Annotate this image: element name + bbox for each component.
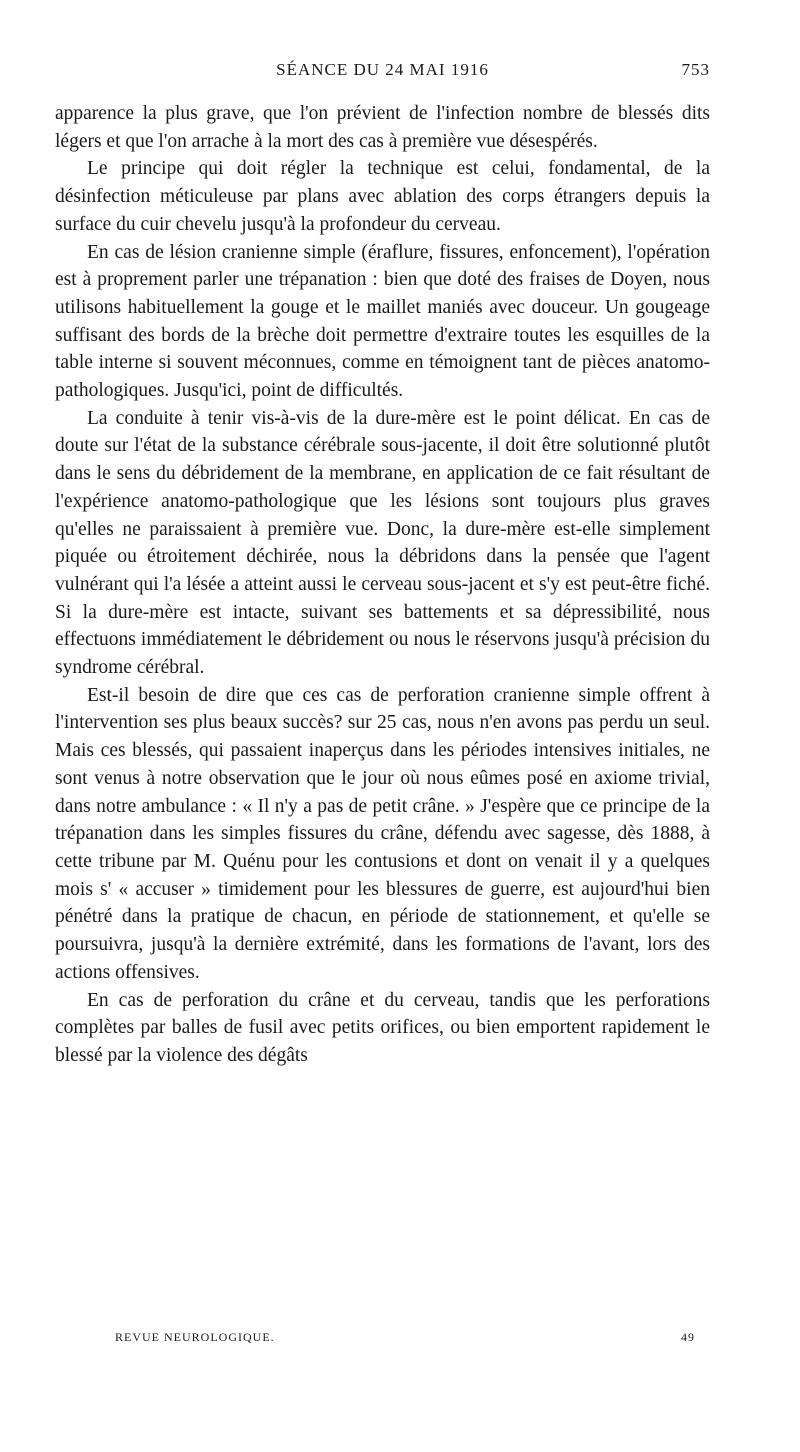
paragraph: La conduite à tenir vis-à-vis de la dure-mère est le point délicat. En cas de doute sur l'état de la substance cérébrale sous-jacente, il doit être solutionné plutôt dans le sens du débridement de la membrane, en application de ce fait résultant de l'expérience anatomo-pathologique que les lésions sont toujours plus graves qu'elles ne paraissaient à première vue. Donc, la dure-mère est-elle simplement piquée ou étroitement déchirée, nous la débridons dans la pensée que l'agent vulnérant qui l'a lésée a atteint aussi le cerveau sous-jacent et s'y est peut-être fiché. Si la dure-mère est intacte, suivant ses battements et sa dépressibilité, nous effectuons immédiatement le débridement ou nous le réservons jusqu'à précision du syndrome cérébral. xyxy=(55,407,710,679)
running-header xyxy=(55,60,710,90)
running-title: SÉANCE DU 24 MAI 1916 xyxy=(276,60,489,79)
paragraph: En cas de perforation du crâne et du cerveau, tandis que les perforations complètes par balles de fusil avec petits orifices, ou bien emportent rapidement le blessé par la violence des dégâts xyxy=(55,989,710,1066)
sheet-number: 49 xyxy=(681,1330,695,1344)
paragraph: Est-il besoin de dire que ces cas de perforation cranienne simple offrent à l'intervention ses plus beaux succès? sur 25 cas, nous n'en avons pas perdu un seul. Mais ces blessés, qui passaient inaperçus dans les périodes intensives initiales, ne sont venus à notre observation que le jour où nous eûmes posé en axiome trivial, dans notre ambulance : « Il n'y a pas de petit crâne. » J'espère que ce principe de la trépanation dans les simples fissures du crâne, défendu avec sagesse, dès 1888, à cette tribune par M. Quénu pour les contusions et dont on venait il y a quelques mois s' « accuser » timidement pour les blessures de guerre, est aujourd'hui bien pénétré dans la pratique de chacun, en période de stationnement, et qu'elle se poursuivra, jusqu'à la dernière extrémité, dans les formations de l'avant, lors des actions offensives. xyxy=(55,684,710,983)
paragraph: apparence la plus grave, que l'on prévient de l'infection nombre de blessés dits légers et que l'on arrache à la mort des cas à première vue désespérés. xyxy=(55,103,710,152)
page-footer xyxy=(115,1330,695,1345)
body-text xyxy=(55,100,710,1070)
paragraph: Le principe qui doit régler la technique est celui, fondamental, de la désinfection méticuleuse par plans avec ablation des corps étrangers depuis la surface du cuir chevelu jusqu'à la profondeur du cerveau. xyxy=(55,158,710,235)
journal-signature: REVUE NEUROLOGIQUE. xyxy=(115,1330,275,1344)
page-number: 753 xyxy=(681,60,710,79)
page xyxy=(55,60,710,1070)
paragraph: En cas de lésion cranienne simple (éraflure, fissures, enfoncement), l'opération est à proprement parler une trépanation : bien que doté des fraises de Doyen, nous utilisons habituellement la gouge et le maillet maniés avec douceur. Un gougeage suffisant des bords de la brèche doit permettre d'extraire toutes les esquilles de la table interne si souvent méconnues, comme en témoignent tant de pièces anatomo-pathologiques. Jusqu'ici, point de difficultés. xyxy=(55,241,710,402)
